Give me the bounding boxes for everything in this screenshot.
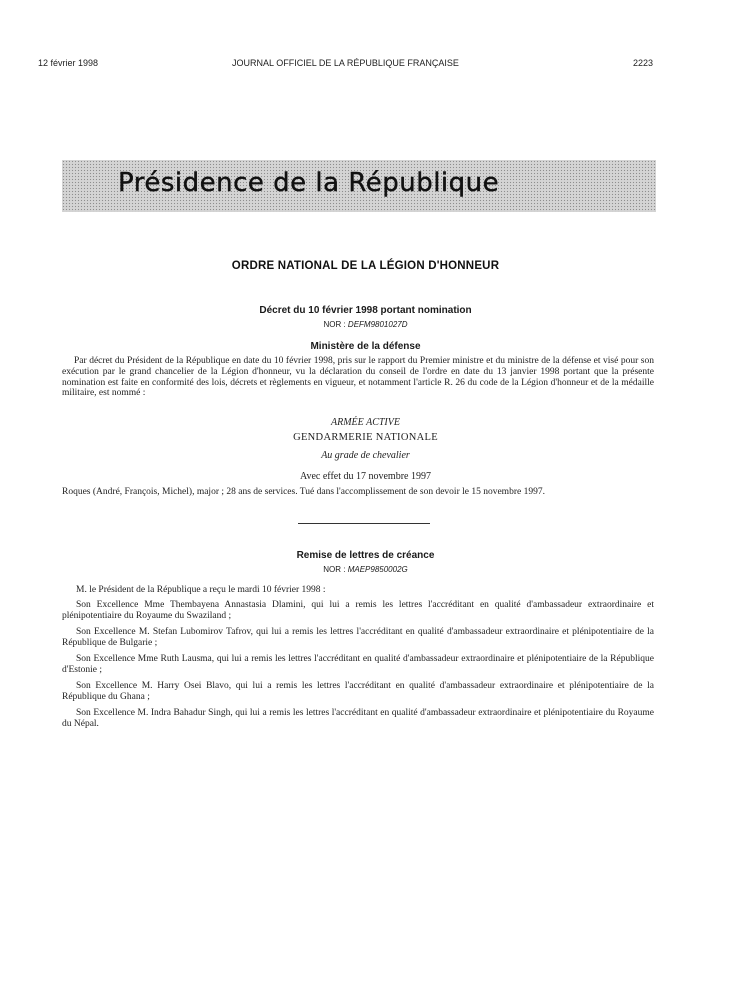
journal-title: JOURNAL OFFICIEL DE LA RÉPUBLIQUE FRANÇAISE (232, 58, 459, 68)
gendarmerie-heading: GENDARMERIE NATIONALE (293, 432, 438, 443)
credentials-title: Remise de lettres de créance (296, 550, 435, 561)
decree-nor-code: DEFM9801027D (347, 320, 408, 329)
army-heading: ARMÉE ACTIVE (331, 417, 400, 428)
running-head (38, 58, 653, 72)
section-title: Présidence de la République (118, 168, 500, 198)
decree-title: Décret du 10 février 1998 portant nomination (259, 305, 472, 316)
effect-date: Avec effet du 17 novembre 1997 (300, 471, 431, 482)
credentials-nor-label: NOR : (323, 565, 348, 574)
credentials-entry: Son Excellence M. Indra Bahadur Singh, qui lui a remis les lettres l'accréditant en qualité d'ambassadeur extraordinaire et plénipotentiaire du Royaume du Népal. (62, 708, 654, 729)
issue-date: 12 février 1998 (38, 58, 99, 68)
order-title: ORDRE NATIONAL DE LA LÉGION D'HONNEUR (231, 260, 500, 272)
decree-nor-label: NOR : (323, 320, 348, 329)
decree-nor (0, 320, 731, 329)
page-number: 2223 (632, 58, 653, 68)
credentials-nor (0, 565, 731, 574)
grade-heading: Au grade de chevalier (321, 450, 410, 461)
credentials-entry: Son Excellence Mme Ruth Lausma, qui lui a remis les lettres l'accréditant en qualité d'ambassadeur extraordinaire et plénipotentiaire de la République d'Estonie ; (62, 654, 654, 675)
ministry-heading: Ministère de la défense (310, 341, 421, 352)
credentials-entry: Son Excellence M. Harry Osei Blavo, qui lui a remis les lettres l'accréditant en qualité d'ambassadeur extraordinaire et plénipotentiaire de la République du Ghana ; (62, 681, 654, 702)
credentials-entry: Son Excellence M. Stefan Lubomirov Tafrov, qui lui a remis les lettres l'accréditant en qualité d'ambassadeur extraordinaire et plénipotentiaire de la République de Bulgarie ; (62, 627, 654, 648)
nominee-line: Roques (André, François, Michel), major ; 28 ans de services. Tué dans l'accomplissement de son devoir le 15 novembre 1997. (62, 487, 545, 497)
credentials-nor-code: MAEP9850002G (347, 565, 408, 574)
credentials-entry: Son Excellence Mme Thembayena Annastasia Dlamini, qui lui a remis les lettres l'accréditant en qualité d'ambassadeur extraordinaire et plénipotentiaire du Royaume du Swaziland ; (62, 600, 654, 621)
credentials-intro: M. le Président de la République a reçu le mardi 10 février 1998 : (76, 585, 326, 595)
section-separator (298, 523, 430, 524)
decree-paragraph: Par décret du Président de la République en date du 10 février 1998, pris sur le rapport du Premier ministre et du ministre de la défense et visé pour son exécution par le grand chancelier de la Légion d'honneur, vu la déclaration du conseil de l'ordre en date du 13 janvier 1998 portant que la présente nomination est faite en conformité des lois, décrets et règlements en vigueur, et notamment l'article R. 26 du code de la Légion d'honneur et de la médaille militaire, est nommé : (62, 356, 654, 399)
